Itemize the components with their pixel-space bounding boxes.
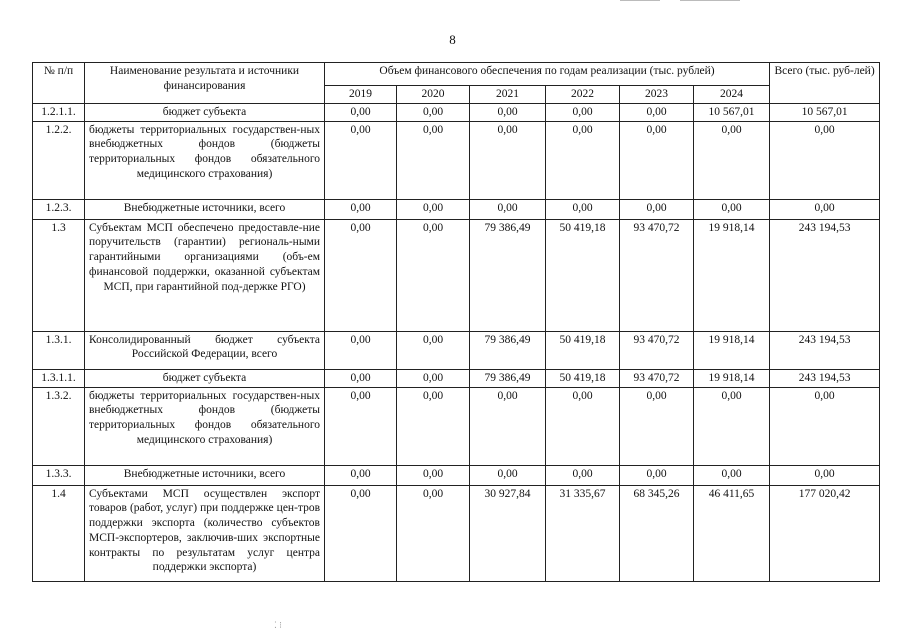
- year-value: 0,00: [397, 121, 470, 199]
- year-value: 0,00: [397, 199, 470, 219]
- row-code: 1.3.3.: [33, 465, 85, 485]
- year-value: 0,00: [470, 199, 546, 219]
- year-value: 50 419,18: [546, 219, 620, 331]
- header-year: 2022: [546, 86, 620, 104]
- table-row: [33, 465, 880, 485]
- financing-table: [32, 62, 880, 582]
- year-value: 50 419,18: [546, 331, 620, 369]
- year-value: 0,00: [325, 387, 397, 465]
- scan-edge-line: [680, 0, 740, 1]
- table-row: [33, 485, 880, 581]
- year-value: 0,00: [470, 121, 546, 199]
- header-year: 2023: [620, 86, 694, 104]
- scan-mark: ⁚ ⁝: [274, 620, 282, 630]
- row-code: 1.3.1.: [33, 331, 85, 369]
- year-value: 93 470,72: [620, 331, 694, 369]
- row-total: 243 194,53: [770, 369, 880, 387]
- year-value: 68 345,26: [620, 485, 694, 581]
- year-value: 0,00: [397, 465, 470, 485]
- row-name: бюджеты территориальных государствен-ных внебюджетных фондов (бюджеты территориальных фондов обязательного медицинского страхования): [85, 121, 325, 199]
- year-value: 0,00: [620, 465, 694, 485]
- year-value: 0,00: [694, 465, 770, 485]
- year-value: 19 918,14: [694, 219, 770, 331]
- year-value: 0,00: [546, 465, 620, 485]
- year-value: 93 470,72: [620, 369, 694, 387]
- year-value: 93 470,72: [620, 219, 694, 331]
- year-value: 0,00: [546, 121, 620, 199]
- row-code: 1.4: [33, 485, 85, 581]
- row-name: бюджеты территориальных государствен-ных внебюджетных фондов (бюджеты территориальных фондов обязательного медицинского страхования): [85, 387, 325, 465]
- row-code: 1.2.3.: [33, 199, 85, 219]
- row-code: 1.3.1.1.: [33, 369, 85, 387]
- year-value: 0,00: [397, 369, 470, 387]
- year-value: 19 918,14: [694, 331, 770, 369]
- row-name: Внебюджетные источники, всего: [85, 465, 325, 485]
- row-total: 0,00: [770, 199, 880, 219]
- year-value: 0,00: [325, 485, 397, 581]
- year-value: 46 411,65: [694, 485, 770, 581]
- page-number: 8: [449, 32, 456, 47]
- row-code: 1.3: [33, 219, 85, 331]
- header-year: 2019: [325, 86, 397, 104]
- row-name: бюджет субъекта: [85, 369, 325, 387]
- table-row: [33, 387, 880, 465]
- row-total: 243 194,53: [770, 219, 880, 331]
- year-value: 0,00: [325, 331, 397, 369]
- year-value: 0,00: [546, 199, 620, 219]
- year-value: 0,00: [620, 103, 694, 121]
- year-value: 0,00: [325, 103, 397, 121]
- year-value: 79 386,49: [470, 219, 546, 331]
- row-total: 0,00: [770, 465, 880, 485]
- year-value: 0,00: [620, 121, 694, 199]
- row-total: 0,00: [770, 387, 880, 465]
- row-code: 1.2.1.1.: [33, 103, 85, 121]
- row-code: 1.3.2.: [33, 387, 85, 465]
- header-volume: Объем финансового обеспечения по годам реализации (тыс. рублей): [325, 63, 770, 86]
- year-value: 0,00: [470, 387, 546, 465]
- year-value: 0,00: [694, 199, 770, 219]
- table-row: [33, 199, 880, 219]
- header-total: Всего (тыс. руб-лей): [770, 63, 880, 104]
- table-row: [33, 369, 880, 387]
- row-name: Субъектам МСП обеспечено предоставле-ние поручительств (гарантии) региональ-ными гарантийными организациями (объ-ем финансовой поддержки, оказанной субъектам МСП, при гарантийной под-держке РГО): [85, 219, 325, 331]
- year-value: 19 918,14: [694, 369, 770, 387]
- year-value: 0,00: [397, 387, 470, 465]
- year-value: 31 335,67: [546, 485, 620, 581]
- year-value: 0,00: [620, 199, 694, 219]
- year-value: 0,00: [325, 369, 397, 387]
- year-value: 0,00: [694, 387, 770, 465]
- year-value: 0,00: [325, 121, 397, 199]
- year-value: 0,00: [470, 103, 546, 121]
- table-row: [33, 103, 880, 121]
- row-name: Внебюджетные источники, всего: [85, 199, 325, 219]
- scan-edge-line: [620, 0, 660, 1]
- header-row-number: № п/п: [33, 63, 85, 104]
- year-value: 0,00: [397, 331, 470, 369]
- year-value: 0,00: [325, 465, 397, 485]
- row-total: 10 567,01: [770, 103, 880, 121]
- year-value: 0,00: [546, 387, 620, 465]
- year-value: 0,00: [397, 485, 470, 581]
- year-value: 0,00: [694, 121, 770, 199]
- year-value: 0,00: [470, 465, 546, 485]
- table-row: [33, 121, 880, 199]
- row-name: Консолидированный бюджет субъекта Российской Федерации, всего: [85, 331, 325, 369]
- year-value: 30 927,84: [470, 485, 546, 581]
- header-year: 2020: [397, 86, 470, 104]
- year-value: 0,00: [397, 103, 470, 121]
- year-value: 0,00: [325, 199, 397, 219]
- row-code: 1.2.2.: [33, 121, 85, 199]
- year-value: 79 386,49: [470, 331, 546, 369]
- row-total: 0,00: [770, 121, 880, 199]
- year-value: 0,00: [325, 219, 397, 331]
- year-value: 0,00: [397, 219, 470, 331]
- year-value: 10 567,01: [694, 103, 770, 121]
- year-value: 79 386,49: [470, 369, 546, 387]
- table-row: [33, 331, 880, 369]
- header-year: 2024: [694, 86, 770, 104]
- row-total: 177 020,42: [770, 485, 880, 581]
- year-value: 0,00: [546, 103, 620, 121]
- year-value: 0,00: [620, 387, 694, 465]
- year-value: 50 419,18: [546, 369, 620, 387]
- row-total: 243 194,53: [770, 331, 880, 369]
- header-year: 2021: [470, 86, 546, 104]
- table-row: [33, 219, 880, 331]
- row-name: бюджет субъекта: [85, 103, 325, 121]
- row-name: Субъектами МСП осуществлен экспорт товаров (работ, услуг) при поддержке цен-тров поддержки экспорта (количество субъектов МСП-экспортеров, заключив-ших экспортные контракты по результатам услуг центра поддержки экспорта): [85, 485, 325, 581]
- header-name: Наименование результата и источники финансирования: [85, 63, 325, 104]
